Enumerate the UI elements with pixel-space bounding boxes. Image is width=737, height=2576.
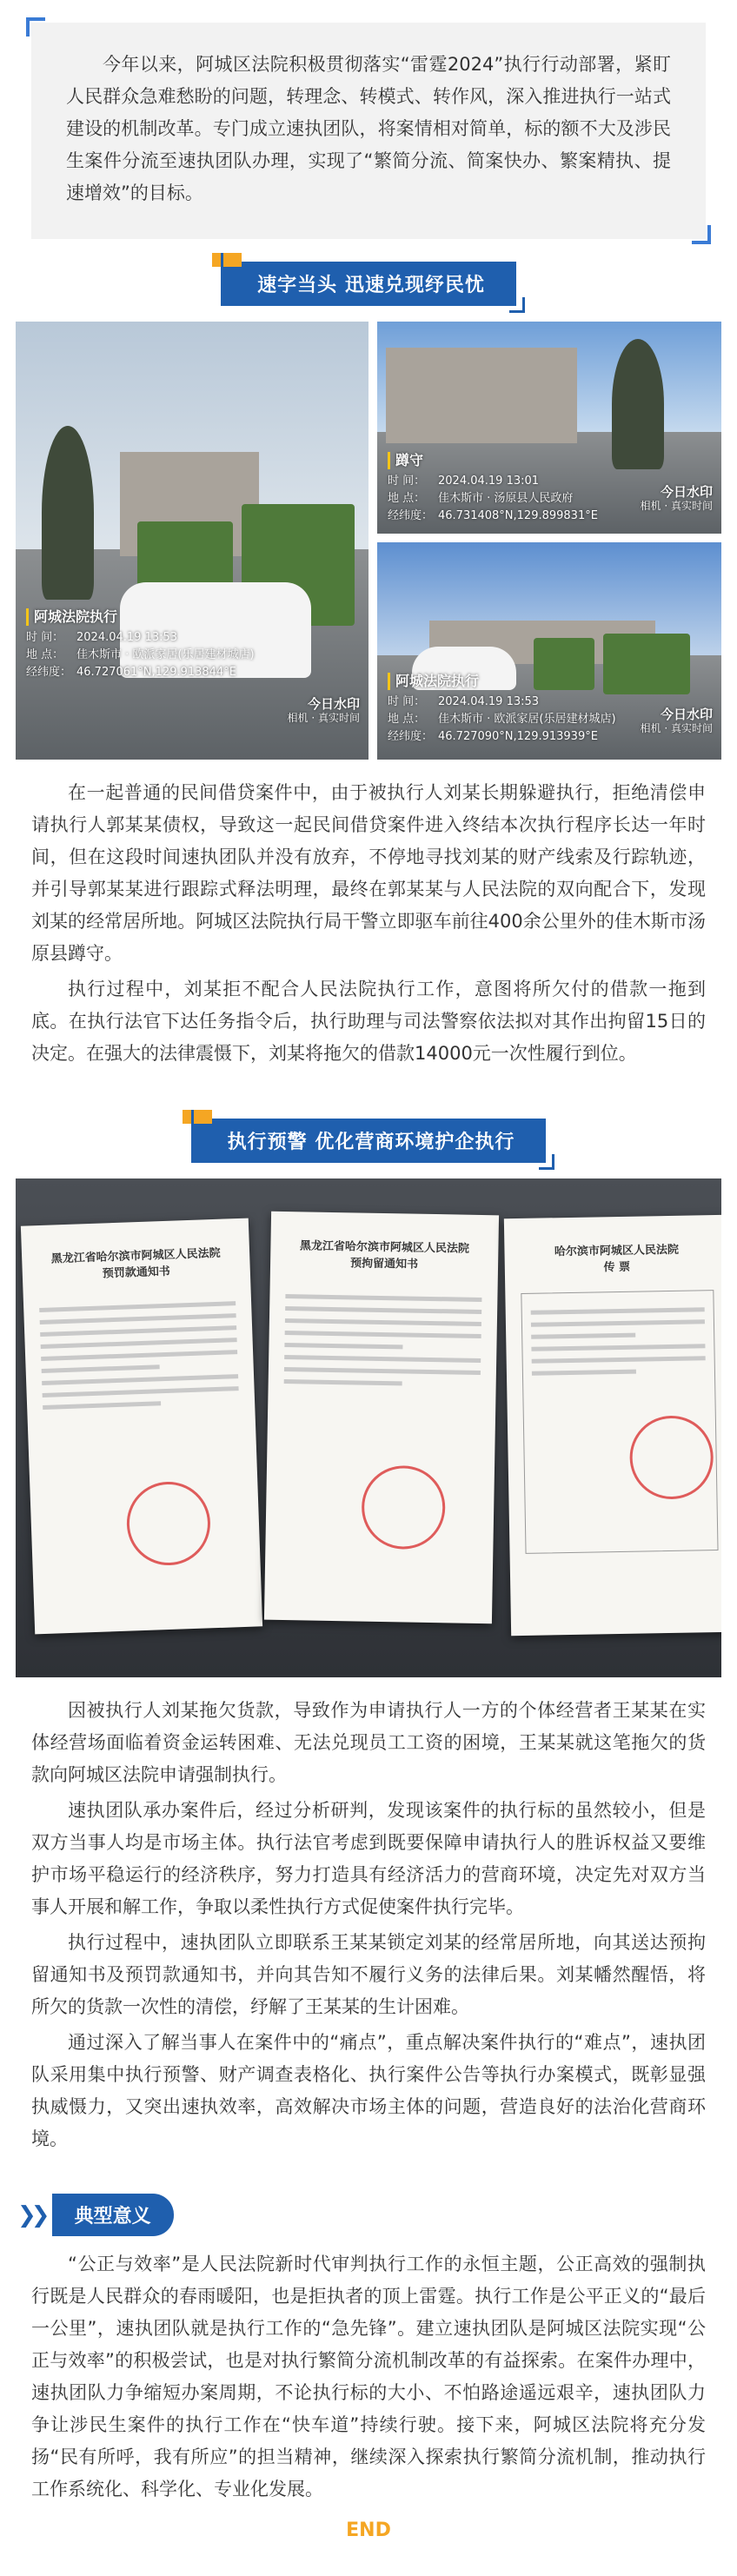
summons: 哈尔滨市阿城区人民法院 传 票 [504, 1215, 721, 1636]
pre-detention-notice: 黑龙江省哈尔滨市阿城区人民法院 预拘留通知书 [264, 1212, 499, 1624]
court-seal [125, 1480, 211, 1566]
body-paragraph: 执行过程中，速执团队立即联系王某某锁定刘某的经常居所地，向其送达预拘留通知书及预罚款通知书，并向其告知不履行义务的法律后果。刘某幡然醒悟，将所欠的货款一次性的清偿，纾解了王某某的生计困难。 [31, 1932, 706, 2017]
watermark-brand: 今日水印 相机 · 真实时间 [640, 484, 713, 512]
watermark-brand: 今日水印 相机 · 真实时间 [287, 696, 360, 724]
watermark-brand: 今日水印 相机 · 真实时间 [640, 707, 713, 734]
significance-header [17, 2194, 737, 2236]
body-paragraph: “公正与效率”是人民法院新时代审判执行工作的永恒主题，公正高效的强制执行既是人民群众的春雨暖阳，也是拒执者的顶上雷霆。执行工作是公平正义的“最后一公里”，速执团队就是执行工作的“急先锋”。建立速执团队是阿城区法院实现“公正与效率”的积极尝试，也是对执行繁简分流机制改革的有益探索。在案件办理中，速执团队力争缩短办案周期，不论执行标的大小、不怕路途遥远艰辛，速执团队力争让涉民生案件的执行工作在“快车道”持续行驶。接下来，阿城区法院将充分发扬“民有所呼，我有所应”的担当精神，继续深入探索执行繁简分流机制，推动执行工作系统化、科学化、专业化发展。 [31, 2254, 706, 2500]
photo-legal-notices [16, 1178, 721, 1677]
photo-enforcement-scene [16, 322, 368, 760]
photo-enforcement-street [377, 542, 721, 760]
article-page [0, 17, 737, 2576]
section3-body [0, 2248, 737, 2506]
banner-accent [212, 253, 242, 267]
section1-body [0, 777, 737, 1070]
tree [612, 339, 664, 469]
photo-column-right [377, 322, 721, 760]
photo-watermark: 蹲守 时 间： 2024.04.19 13:01 地 点： 佳木斯市 · 汤原县人民政府 经纬度： 46.731408°N,129.899831°E [388, 452, 598, 522]
intro-paragraph: 今年以来，阿城区法院积极贯彻落实“雷霆2024”执行行动部署，紧盯人民群众急难愁盼的问题，转理念、转模式、转作风，深入推进执行一站式建设的机制改革。专门成立速执团队，将案情相对简单，标的额不大及涉民生案件分流至速执团队办理，实现了“繁简分流、简案快办、繁案精执、提速增效”的目标。 [66, 54, 671, 203]
banner-corner [509, 297, 525, 313]
section-title: 典型意义 [52, 2194, 174, 2236]
banner-accent [183, 1110, 212, 1124]
end-marker: END [346, 2520, 391, 2541]
section-banner-1 [0, 262, 737, 306]
section2-body [0, 1695, 737, 2155]
photo-grid [0, 322, 737, 760]
intro-section [31, 17, 706, 239]
body-paragraph: 速执团队承办案件后，经过分析研判，发现该案件的执行标的虽然较小，但是双方当事人均是市场主体。执行法官考虑到既要保障申请执行人的胜诉权益又要维护市场平稳运行的经济秩序，努力打造具有经济活力的营商环境，决定先对双方当事人开展和解工作，争取以柔性执行方式促使案件执行完毕。 [31, 1800, 706, 1917]
body-paragraph: 执行过程中，刘某拒不配合人民法院执行工作，意图将所欠付的借款一拖到底。在执行法官下达任务指令后，执行助理与司法警察依法拟对其作出拘留15日的决定。在强大的法律震慑下，刘某将拖欠的借款14000元一次性履行到位。 [31, 979, 706, 1064]
body-paragraph: 通过深入了解当事人在案件中的“痛点”，重点解决案件执行的“难点”，速执团队采用集中执行预警、财产调查表格化、执行案件公告等执行办案模式，既彰显强执威慑力，又突出速执效率，高效解决市场主体的问题，营造良好的法治化营商环境。 [31, 2032, 706, 2149]
section-banner-2 [0, 1119, 737, 1163]
tree [42, 426, 94, 600]
section-title: 执行预警 优化营商环境护企执行 [227, 1132, 515, 1153]
pre-fine-notice: 黑龙江省哈尔滨市阿城区人民法院 预罚款通知书 [21, 1218, 262, 1635]
banner-corner [539, 1154, 554, 1170]
truck [603, 634, 690, 694]
body-paragraph: 因被执行人刘某拖欠货款，导致作为申请执行人一方的个体经营者王某某在实体经营场面临着资金运转困难、无法兑现员工工资的困境，王某某就这笔拖欠的货款向阿城区法院申请强制执行。 [31, 1700, 706, 1785]
photo-stakeout [377, 322, 721, 534]
photo-watermark: 阿城法院执行 时 间： 2024.04.19 13:53 地 点： 佳木斯市 · 欧派家居(乐居建材城店) 经纬度： 46.727090°N,129.913939°E [388, 673, 616, 743]
section-title: 速字当头 迅速兑现纾民忧 [257, 275, 485, 296]
corner-decoration [26, 17, 45, 37]
intro-box [31, 23, 706, 239]
photo-watermark: 阿城法院执行 时 间： 2024.04.19 13:53 地 点： 佳木斯市 · 欧派家居(乐居建材城店) 经纬度： 46.727061°N,129.913844°E [26, 608, 268, 681]
building [386, 348, 577, 443]
corner-decoration [692, 225, 711, 244]
chevron-right-icon: ❯❯ [17, 2201, 45, 2228]
body-paragraph: 在一起普通的民间借贷案件中，由于被执行人刘某长期躲避执行，拒绝清偿申请执行人郭某某债权，导致这一起民间借贷案件进入终结本次执行程序长达一年时间，但在这段时间速执团队并没有放弃，不停地寻找刘某的财产线索及行踪轨迹，并引导郭某某进行跟踪式释法明理，最终在郭某某与人民法院的双向配合下，发现刘某的经常居所地。阿城区法院执行局干警立即驱车前往400余公里外的佳木斯市汤原县蹲守。 [31, 782, 706, 964]
court-seal [361, 1465, 446, 1550]
